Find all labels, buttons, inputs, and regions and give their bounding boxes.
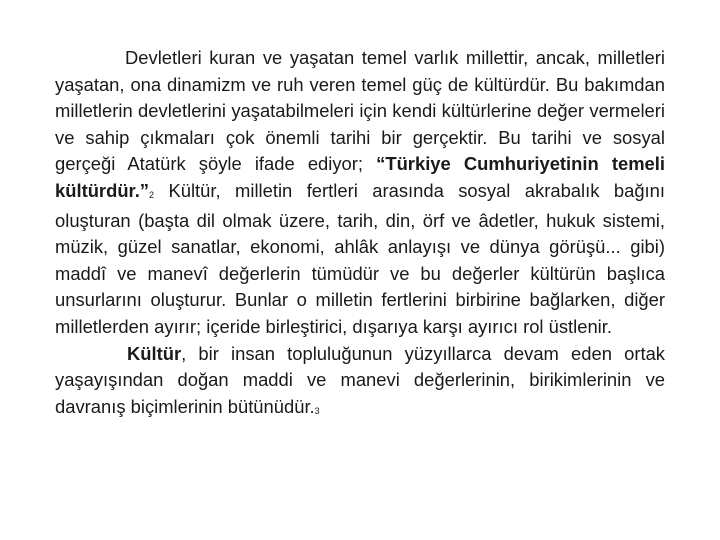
culture-term: Kültür [127, 342, 182, 364]
paragraph-culture-and-state [55, 45, 665, 341]
culture-definition-text: , bir insan topluluğunun yüzyıllarca devam eden ortak yaşayışından doğan maddi ve manevi değerlerinin, birikimlerinin ve davranış biçimlerinin bütünüdür. [55, 342, 665, 417]
paragraph-culture-definition [55, 341, 665, 424]
paragraph-text-intro: Devletleri kuran ve yaşatan temel varlık millettir, ancak, milletleri yaşatan, ona dinamizm ve ruh veren temel güç de kültürdür. Bu bakımdan milletlerin devletlerini yaşatabilmeleri için kendi kültürlerine değer vermeleri ve sahip çıkmaları çok önemli tarihi bir gerçektir. Bu tarihi ve sosyal gerçeği Atatürk şöyle ifade ediyor; [55, 47, 665, 175]
footnote-marker-3: 3 [314, 405, 320, 416]
paragraph-text-culture-elements: Kültür, milletin fertleri arasında sosyal akrabalık bağını oluşturan (başta dil olmak üzere, tarih, din, örf ve âdetler, hukuk sistemi, müzik, güzel sanatlar, ekonomi, ahlâk anlayışı ve dünya görüşü... gibi) maddî ve manevî değerlerin tümüdür ve bu değerler kültürün başlıca unsurlarını oluşturur. Bunlar o milletin fertlerini birbirine bağlarken, diğer milletlerden ayırır; içeride birleştirici, dışarıya karşı ayırıcı rol üstlenir. [55, 179, 665, 337]
document-body [55, 45, 665, 423]
footnote-marker-2: 2 [149, 189, 155, 200]
ataturk-quote: “Türkiye Cumhuriyetinin temeli kültürdür.” [55, 153, 665, 201]
